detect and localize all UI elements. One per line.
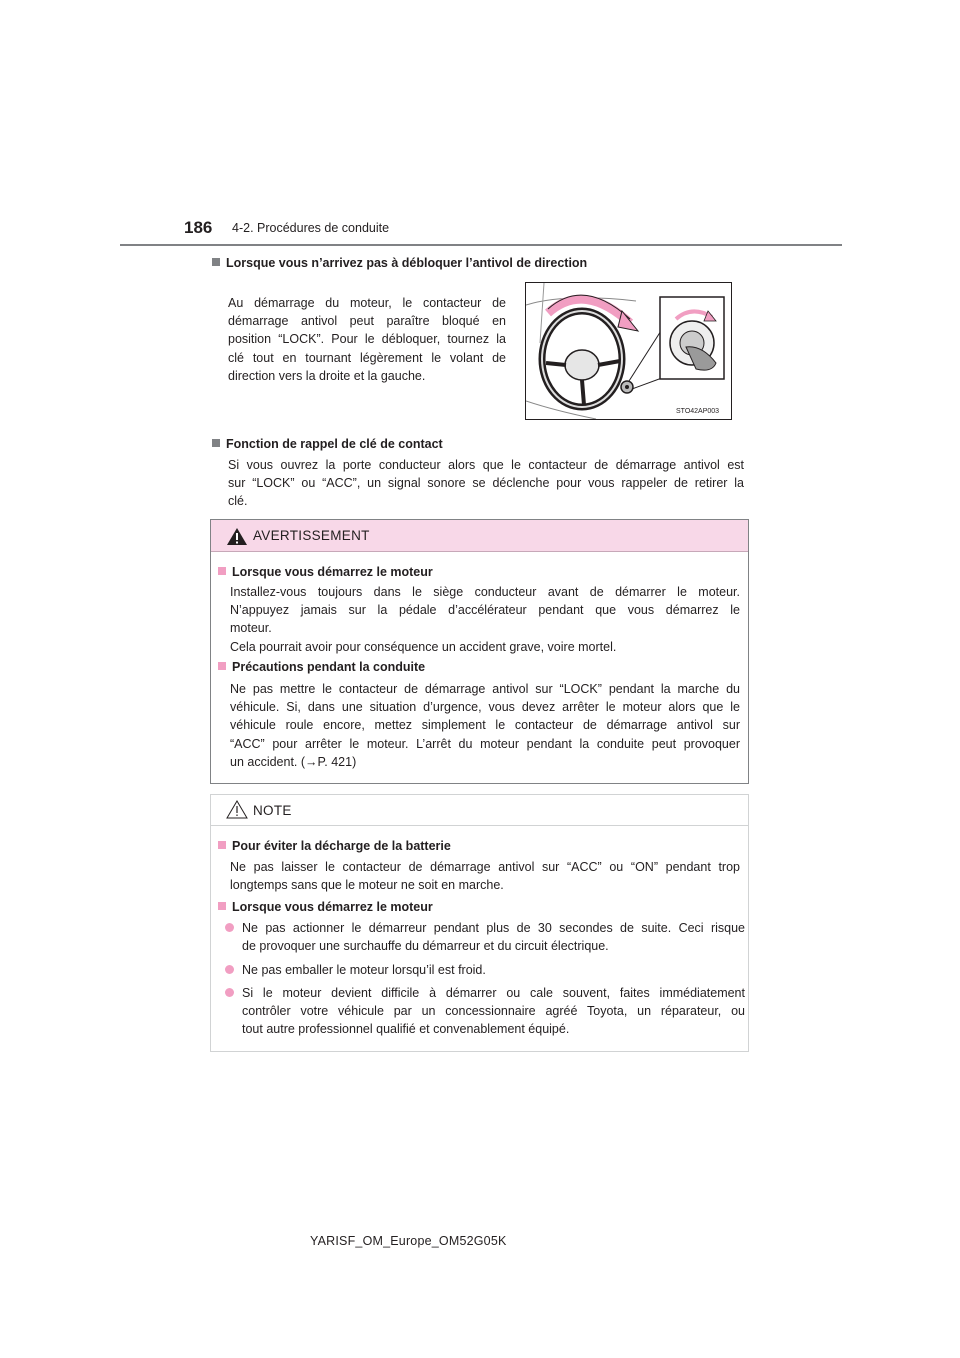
figure-code: STO42AP003 [676,408,720,415]
note-header [211,795,748,826]
warning-title: AVERTISSEMENT [253,528,370,543]
note-heading-battery: Pour éviter la décharge de la batterie [218,839,451,853]
square-bullet-icon [218,841,226,849]
section-heading-key-reminder: Fonction de rappel de clé de contact [212,437,443,451]
note-box [210,794,749,1052]
warning-heading-start-engine: Lorsque vous démarrez le moteur [218,565,433,579]
section-heading-steering-lock: Lorsque vous n’arrivez pas à débloquer l’antivol de direction [212,256,587,270]
square-bullet-icon [212,258,220,266]
warning-box [210,519,749,784]
warning-heading-driving: Précautions pendant la conduite [218,660,425,674]
square-bullet-icon [212,439,220,447]
note-paragraph-battery: Ne pas laisser le contacteur de démarrage antivol sur “ACC” ou “ON” pendant trop longtemps sans que le moteur ne soit en marche. [230,860,740,893]
warning-triangle-icon [226,527,248,546]
page-number: 186 [184,218,213,237]
circle-bullet-icon [225,923,234,932]
square-bullet-icon [218,662,226,670]
caution-triangle-icon [226,800,248,819]
note-bullet-starter: Ne pas actionner le démarreur pendant plus de 30 secondes de suite. Ceci risque de provoquer une surchauffe du démarreur et du circuit électrique. [225,919,745,955]
steering-lock-paragraph: Au démarrage du moteur, le contacteur de démarrage antivol peut paraître bloqué en position “LOCK”. Pour le débloquer, tournez la clé tout en tournant légèrement le volant de direction vers la droite et la gauche. [228,296,506,383]
document-code: YARISF_OM_Europe_OM52G05K [310,1234,507,1248]
warning-header [211,520,748,552]
square-bullet-icon [218,902,226,910]
warning-paragraph-start-engine: Installez-vous toujours dans le siège conducteur avant de démarrer le moteur. N’appuyez jamais sur la pédale d’accélérateur pendant que vous démarrez le moteur. Cela pourrait avoir pour conséquence un accident grave, voire mortel. [230,585,740,654]
note-bullet-cold-engine: Ne pas emballer le moteur lorsqu’il est froid. [225,961,745,979]
header-divider [120,244,842,246]
chapter-title: 4-2. Procédures de conduite [232,221,390,235]
steering-wheel-drawing [526,283,731,419]
square-bullet-icon [218,567,226,575]
warning-paragraph-driving: Ne pas mettre le contacteur de démarrage antivol sur “LOCK” pendant la marche du véhicule. Si, dans une situation d’urgence, vous devez arrêter le moteur alors que le véhicule roule encore, mettez simplement le contacteur de démarrage antivol sur “ACC” pour arrêter le moteur. L’arrêt du moteur pendant la conduite peut provoquer un accident. (→P. 421) [230,682,740,769]
steering-wheel-illustration [525,282,732,420]
note-heading-start-engine: Lorsque vous démarrez le moteur [218,900,433,914]
key-reminder-paragraph: Si vous ouvrez la porte conducteur alors que le contacteur de démarrage antivol est sur “LOCK” ou “ACC”, un signal sonore se déclenche pour vous rappeler de retirer la clé. [228,458,744,509]
note-title: NOTE [253,803,292,818]
circle-bullet-icon [225,965,234,974]
note-bullet-dealer: Si le moteur devient difficile à démarrer ou cale souvent, faites immédiatement contrôler votre véhicule par un concessionnaire agréé Toyota, un réparateur, ou tout autre professionnel qualifié et convenablement équipé. [225,984,745,1039]
circle-bullet-icon [225,988,234,997]
